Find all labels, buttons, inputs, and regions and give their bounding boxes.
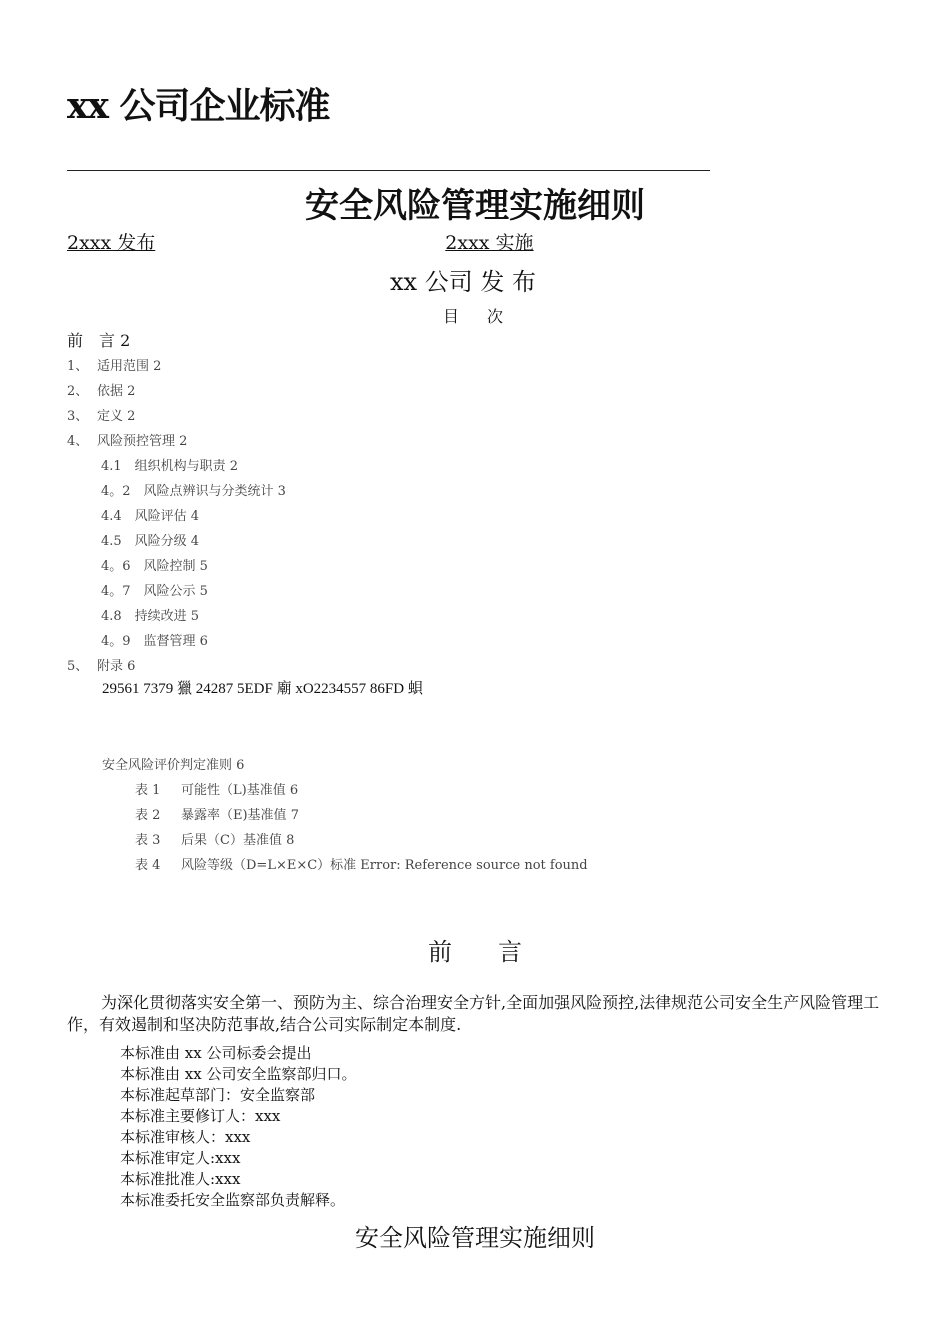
preface-line: 本标准批准人:xxx (120, 1170, 241, 1188)
table-title: 风险等级（D=L×E×C）标准 Error: Reference source not found (181, 858, 588, 873)
toc-item-text: 附录 6 (97, 659, 136, 674)
toc-item-text: 风险预控管理 2 (97, 434, 188, 449)
document-title: 安全风险管理实施细则 (305, 186, 645, 226)
toc-table-item[interactable] (135, 804, 299, 823)
toc-subitem[interactable]: 4.1 组织机构与职责 2 (101, 459, 239, 474)
toc-item-number: 3、 (67, 409, 89, 424)
toc-item-number: 1、 (67, 359, 89, 374)
toc-item-text: 定义 2 (97, 409, 136, 424)
toc-table-item[interactable] (135, 854, 588, 873)
preface-line: 本标准审核人：xxx (120, 1128, 251, 1146)
toc-item-preface[interactable]: 前 言 2 (67, 331, 131, 350)
toc-subitem[interactable]: 4。2 风险点辨识与分类统计 3 (101, 484, 286, 499)
table-title: 可能性（L)基准值 6 (181, 783, 299, 798)
issuer-line: xx 公司 发 布 (390, 268, 536, 296)
toc-item-number: 5、 (67, 659, 89, 674)
section-title: 安全风险管理实施细则 (355, 1224, 595, 1252)
toc-item[interactable] (67, 380, 135, 399)
toc-subitem[interactable]: 4。6 风险控制 5 (101, 559, 208, 574)
publish-dates-row (67, 228, 534, 255)
table-number: 表 2 (135, 808, 161, 823)
preface-line: 本标准委托安全监察部负责解释。 (120, 1191, 346, 1209)
preface-line: 本标准主要修订人：xxx (120, 1107, 281, 1125)
preface-line: 本标准由 xx 公司标委会提出 (120, 1044, 312, 1062)
toc-item-appendix[interactable] (67, 655, 135, 674)
toc-item-number: 2、 (67, 384, 89, 399)
toc-item-number: 4、 (67, 434, 89, 449)
table-title: 后果（C）基准值 8 (181, 833, 295, 848)
preface-line: 本标准起草部门：安全监察部 (120, 1086, 316, 1104)
toc-subitem[interactable]: 4。7 风险公示 5 (101, 584, 208, 599)
company-standard-heading: xx 公司企业标准 (67, 85, 330, 127)
table-number: 表 4 (135, 858, 161, 873)
toc-subitem[interactable]: 4。9 监督管理 6 (101, 634, 208, 649)
toc-item-text: 适用范围 2 (97, 359, 162, 374)
toc-appendix-subitem[interactable]: 安全风险评价判定准则 6 (102, 758, 245, 773)
toc-subitem[interactable]: 4.8 持续改进 5 (101, 609, 200, 624)
garbled-field-code-line: 29561 7379 獵 24287 5EDF 廟 xO2234557 86FD 蛽 (102, 681, 423, 697)
table-title: 暴露率（E)基准值 7 (181, 808, 299, 823)
preface-paragraph: 为深化贯彻落实安全第一、预防为主、综合治理安全方针,全面加强风险预控,法律规范公司安全生产风险管理工作，有效遏制和坚决防范事故,结合公司实际制定本制度. (67, 993, 880, 1034)
publish-label: 2xxx 发布 (67, 232, 156, 254)
toc-table-item[interactable] (135, 779, 298, 798)
toc-subitem[interactable]: 4.4 风险评估 4 (101, 509, 200, 524)
implement-label: 2xxx 实施 (445, 232, 534, 254)
toc-heading: 目次 (443, 307, 532, 326)
table-number: 表 3 (135, 833, 161, 848)
toc-item[interactable] (67, 405, 135, 424)
toc-item[interactable] (67, 430, 187, 449)
toc-item[interactable] (67, 355, 161, 374)
table-number: 表 1 (135, 783, 161, 798)
toc-subitem[interactable]: 4.5 风险分级 4 (101, 534, 200, 549)
toc-item-text: 依据 2 (97, 384, 136, 399)
preface-line: 本标准审定人:xxx (120, 1149, 241, 1167)
header-rule (67, 170, 710, 171)
preface-heading: 前言 (428, 938, 568, 966)
preface-line: 本标准由 xx 公司安全监察部归口。 (120, 1065, 357, 1083)
toc-table-item[interactable] (135, 829, 294, 848)
